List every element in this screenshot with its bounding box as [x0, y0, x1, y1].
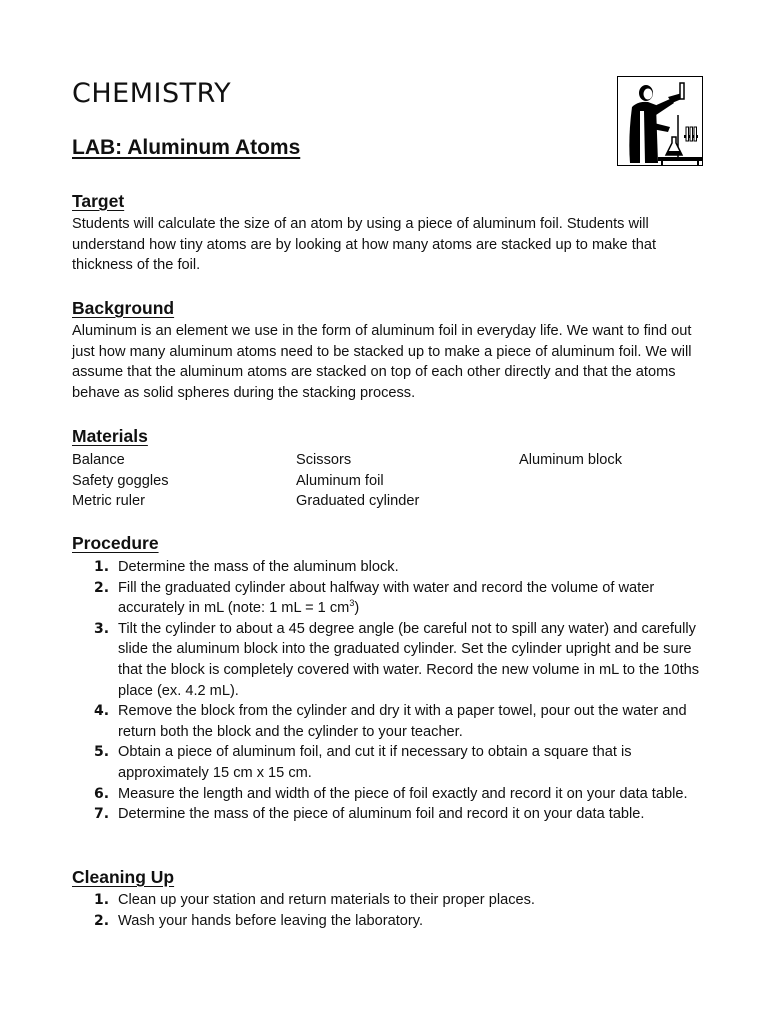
procedure-step: [72, 804, 702, 825]
step-number: 1.: [94, 892, 110, 908]
material-item: Safety goggles: [72, 472, 169, 489]
procedure-step: [72, 578, 702, 619]
procedure-step: [72, 784, 702, 805]
step-number: 5.: [94, 744, 110, 761]
material-item: Balance: [72, 452, 125, 468]
step-number: 4.: [94, 703, 110, 720]
step-text: Clean up your station and return materials to their proper places.: [118, 892, 535, 908]
step-number: 3.: [94, 620, 110, 637]
material-item: Graduated cylinder: [296, 493, 420, 510]
target-heading: Target: [72, 191, 125, 211]
cleaning-step: [72, 911, 702, 932]
step-text: Determine the mass of the aluminum block.: [118, 559, 399, 575]
material-item: Aluminum foil: [296, 472, 384, 489]
scientist-with-flask-icon: [617, 76, 703, 166]
step-text-tail: ): [354, 600, 360, 617]
step-text: Determine the mass of the piece of aluminum foil and record it on your data table.: [118, 806, 645, 823]
target-text: Students will calculate the size of an atom by using a piece of aluminum foil. Students will understand how tiny atoms are by looking at how many atoms are stacked up to make that thickness of the foil.: [72, 216, 657, 274]
procedure-heading: Procedure: [72, 533, 159, 553]
step-text: Obtain a piece of aluminum foil, and cut it if necessary to obtain a square that is approximately 15 cm x 15 cm.: [118, 744, 632, 781]
material-item: Metric ruler: [72, 493, 145, 510]
step-number: 7.: [94, 806, 110, 823]
step-number: 2.: [94, 579, 110, 596]
background-text: Aluminum is an element we use in the form of aluminum foil in everyday life. We want to find out just how many aluminum atoms need to be stacked up to make a piece of aluminum foil. We will assume that the aluminum atoms are stacked on top of each other directly and that the atoms behave as solid spheres during the stacking process.: [72, 323, 692, 401]
step-number: 1.: [94, 559, 110, 575]
superscript-exponent: 3: [349, 598, 355, 609]
step-text: Remove the block from the cylinder and dry it with a paper towel, pour out the water and return both the block and the cylinder to your teacher.: [118, 703, 687, 740]
step-text: Measure the length and width of the piece of foil exactly and record it on your data table.: [118, 785, 688, 802]
step-text: Fill the graduated cylinder about halfway with water and record the volume of water accurately in mL (note: 1 mL = 1 cm: [118, 579, 655, 617]
page-title: CHEMISTRY: [72, 78, 232, 109]
cleaning-step: [72, 890, 702, 911]
material-item: Aluminum block: [519, 452, 623, 468]
lab-title: LAB: Aluminum Atoms: [72, 136, 301, 159]
procedure-step: [72, 619, 702, 701]
cleaning-heading: Cleaning Up: [72, 867, 175, 887]
step-number: 6.: [94, 785, 110, 802]
step-text: Wash your hands before leaving the laboratory.: [118, 912, 424, 929]
procedure-list: [72, 557, 702, 825]
cleaning-list: [72, 890, 702, 931]
background-heading: Background: [72, 298, 175, 318]
procedure-step: [72, 742, 702, 783]
materials-column-3: [519, 450, 622, 471]
step-text: Tilt the cylinder to about a 45 degree angle (be careful not to spill any water) and carefully slide the aluminum block into the graduated cylinder. Set the cylinder upright and be sure that the block is completely covered with water. Record the new volume in mL to the 10ths place (ex. 4.2 mL).: [118, 620, 700, 699]
materials-column-2: [296, 450, 419, 512]
materials-column-1: [72, 450, 169, 512]
material-item: Scissors: [296, 452, 352, 468]
materials-heading: Materials: [72, 426, 148, 446]
procedure-step: [72, 701, 702, 742]
step-number: 2.: [94, 912, 110, 929]
procedure-step: [72, 557, 702, 578]
